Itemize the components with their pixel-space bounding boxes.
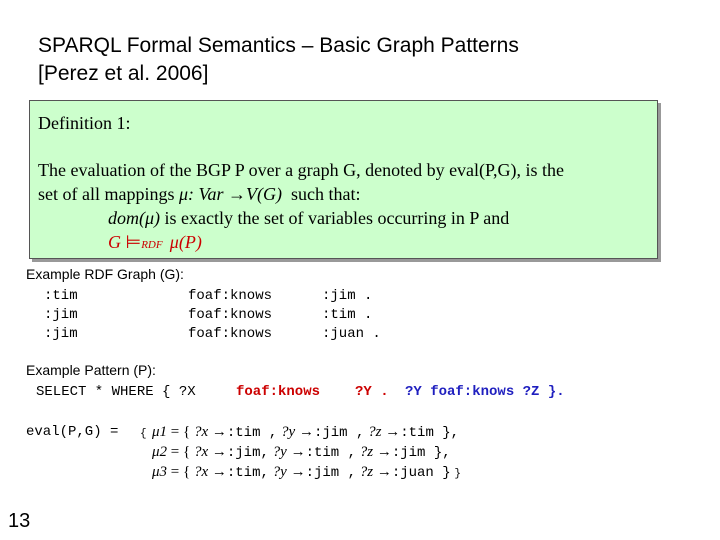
graph-example-heading: Example RDF Graph (G): (26, 266, 184, 282)
mapping-row: μ3 = { ?x →:tim, ?y →:jim , ?z →:juan } } (152, 464, 461, 481)
triple-object: :juan . (322, 326, 381, 342)
triple-subject: :tim (44, 288, 78, 304)
domain-term: dom(μ) (108, 208, 161, 228)
title-line-2: [Perez et al. 2006] (38, 62, 209, 85)
triple-subject: :jim (44, 326, 78, 342)
definition-line-2: set of all mappings μ: Var →V(G) such that: (38, 184, 361, 204)
arrow-icon: → (211, 464, 227, 480)
result-open-brace: { (140, 428, 147, 440)
arrow-icon: → (376, 464, 392, 480)
slide-number: 13 (8, 510, 31, 532)
pattern-query-start: SELECT * WHERE { ?X (36, 384, 196, 400)
triple-object: :tim . (322, 307, 373, 323)
triple-predicate: foaf:knows (188, 326, 273, 342)
arrow-icon: → (385, 424, 401, 440)
result-close-brace: } (454, 468, 461, 480)
arrow-icon: → (211, 444, 227, 460)
triple-predicate: foaf:knows (188, 307, 273, 323)
definition-line-3: dom(μ) is exactly the set of variables occurring in P and (108, 208, 510, 228)
triple-subject: :jim (44, 307, 78, 323)
mapping-row: μ1 = { ?x →:tim , ?y →:jim , ?z →:tim }, (152, 424, 460, 441)
title-line-1: SPARQL Formal Semantics – Basic Graph Patterns (38, 34, 519, 57)
eval-label: eval(P,G) = (26, 424, 119, 440)
triple-predicate: foaf:knows (188, 288, 273, 304)
pattern-example-heading: Example Pattern (P): (26, 362, 156, 378)
mapping-signature: μ: Var (178, 184, 229, 204)
definition-heading: Definition 1: (38, 113, 131, 133)
models-symbol: ⊨ (125, 232, 142, 252)
entailment-formula: G ⊨RDF μ(P) (108, 232, 202, 252)
slide-title (38, 32, 519, 88)
arrow-icon: → (211, 424, 227, 440)
definition-line-1: The evaluation of the BGP P over a graph G, denoted by eval(P,G), is the (38, 160, 565, 180)
arrow-icon: → (376, 444, 392, 460)
pattern-triple-2: ?Y foaf:knows ?Z }. (405, 384, 565, 400)
triple-object: :jim . (322, 288, 373, 304)
arrow-icon: → (298, 424, 314, 440)
pattern-triple-1-object: ?Y . (355, 384, 389, 400)
pattern-triple-1-predicate: foaf:knows (236, 384, 321, 400)
arrow-icon: → (228, 184, 247, 204)
arrow-icon: → (290, 444, 306, 460)
mapping-row: μ2 = { ?x →:jim, ?y →:tim , ?z →:jim }, (152, 444, 451, 461)
arrow-icon: → (290, 464, 306, 480)
